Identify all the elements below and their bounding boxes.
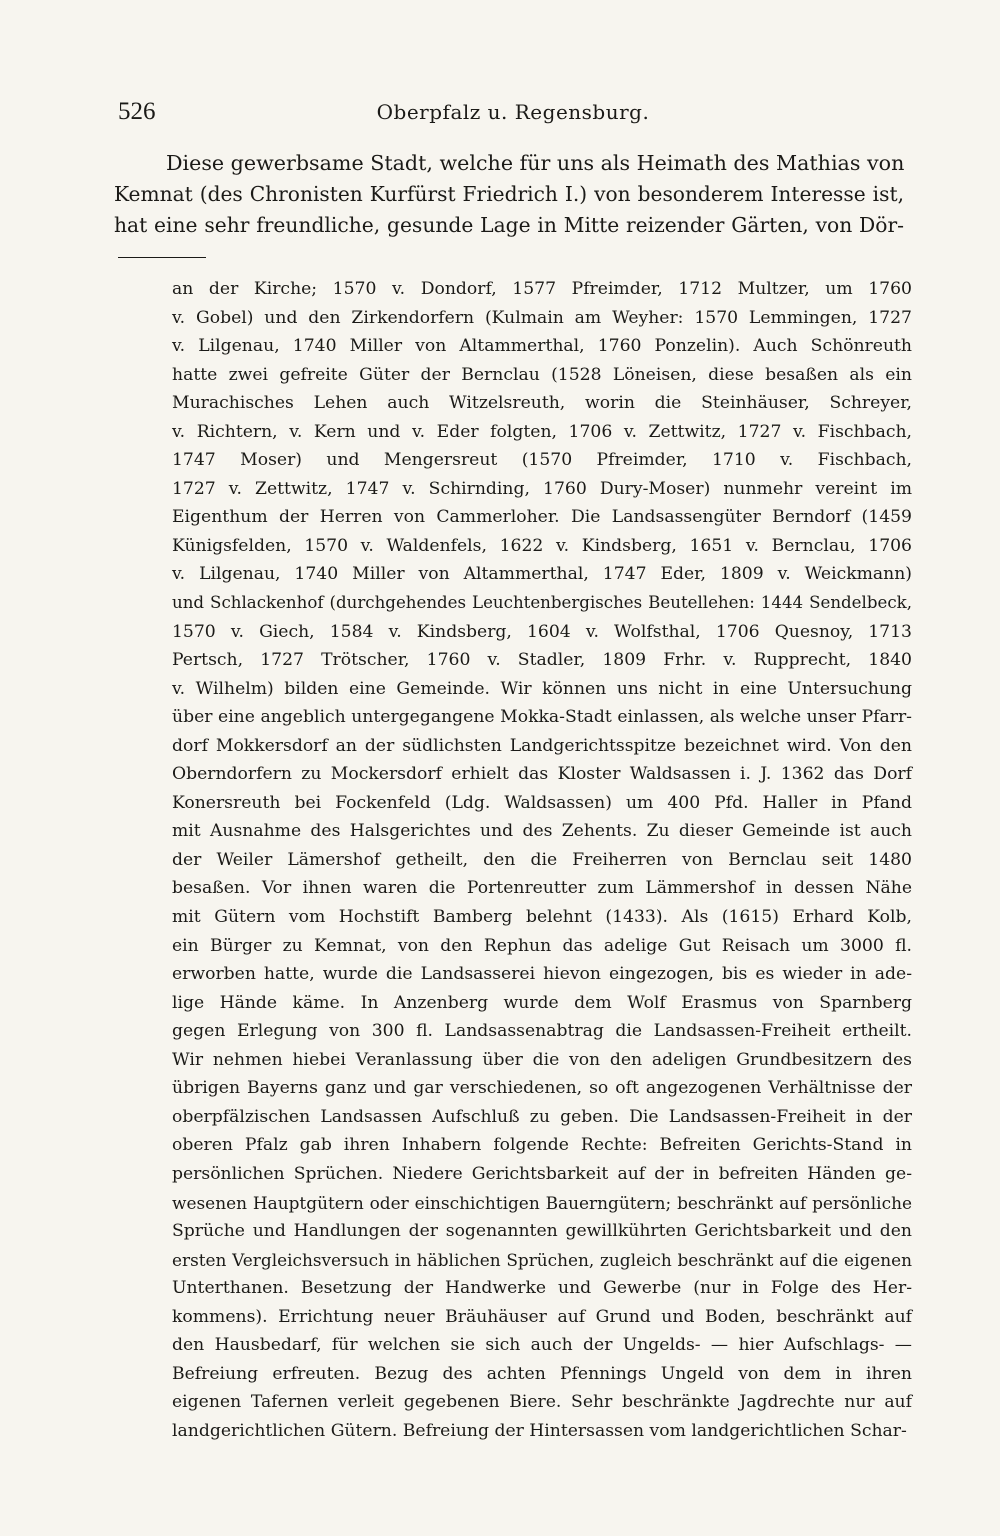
footnote-line: landgerichtlichen Gütern. Befreiung der Hintersassen vom landgerichtlichen Schar- bbox=[172, 1420, 907, 1441]
footnote-line: Oberndorfern zu Mockersdorf erhielt das Kloster Waldsassen i. J. 1362 das Dorf bbox=[172, 764, 912, 785]
footnote-line: 1727 v. Zettwitz, 1747 v. Schirnding, 1760 Dury-Moser) nunmehr vereint im bbox=[172, 478, 912, 499]
footnote-line: und Schlackenhof (durchgehendes Leuchtenbergisches Beutellehen: 1444 Sendelbeck, bbox=[172, 593, 912, 613]
footnote-line: ein Bürger zu Kemnat, von den Rephun das adelige Gut Reisach um 3000 fl. bbox=[172, 935, 912, 956]
footnote-line: v. Lilgenau, 1740 Miller von Altammerthal, 1760 Ponzelin). Auch Schönreuth bbox=[172, 336, 912, 357]
footnote-line: kommens). Errichtung neuer Bräuhäuser auf Grund und Boden, beschränkt auf bbox=[172, 1306, 912, 1327]
footnote-line: erworben hatte, wurde die Landsasserei hievon eingezogen, bis es wieder in ade- bbox=[172, 964, 912, 985]
main-text bbox=[114, 148, 904, 241]
main-text-line: Kemnat (des Chronisten Kurfürst Friedrich I.) von besonderem Interesse ist, bbox=[114, 182, 904, 206]
footnote-line: Konersreuth bei Fockenfeld (Ldg. Waldsassen) um 400 Pfd. Haller in Pfand bbox=[172, 792, 912, 813]
footnote-line: lige Hände käme. In Anzenberg wurde dem Wolf Erasmus von Sparnberg bbox=[172, 992, 912, 1013]
footnote-line: der Weiler Lämershof getheilt, den die Freiherren von Bernclau seit 1480 bbox=[172, 849, 912, 870]
footnote-line: v. Wilhelm) bilden eine Gemeinde. Wir können uns nicht in eine Untersuchung bbox=[172, 678, 912, 699]
footnote-line: Befreiung erfreuten. Bezug des achten Pfennings Ungeld von dem in ihren bbox=[172, 1363, 912, 1384]
footnote-line: Murachisches Lehen auch Witzelsreuth, worin die Steinhäuser, Schreyer, bbox=[172, 393, 912, 414]
footnote-line: Pertsch, 1727 Trötscher, 1760 v. Stadler, 1809 Frhr. v. Rupprecht, 1840 bbox=[172, 650, 912, 671]
main-text-line: Diese gewerbsame Stadt, welche für uns als Heimath des Mathias von bbox=[166, 151, 905, 175]
page-header bbox=[118, 98, 908, 138]
footnote-rule bbox=[118, 257, 206, 258]
footnote-line: v. Gobel) und den Zirkendorfern (Kulmain am Weyher: 1570 Lemmingen, 1727 bbox=[172, 307, 912, 328]
footnote-line: persönlichen Sprüchen. Niedere Gerichtsbarkeit auf der in befreiten Händen ge- bbox=[172, 1163, 912, 1184]
footnote-line: hatte zwei gefreite Güter der Bernclau (1528 Löneisen, diese besaßen als ein bbox=[172, 364, 912, 385]
footnote-line: oberpfälzischen Landsassen Aufschluß zu geben. Die Landsassen-Freiheit in der bbox=[172, 1106, 912, 1127]
footnote-line: 1570 v. Giech, 1584 v. Kindsberg, 1604 v. Wolfsthal, 1706 Quesnoy, 1713 bbox=[172, 621, 912, 642]
footnote-line: 1747 Moser) und Mengersreut (1570 Pfreimder, 1710 v. Fischbach, bbox=[172, 450, 912, 471]
footnote-line: dorf Mokkersdorf an der südlichsten Landgerichtsspitze bezeichnet wird. Von den bbox=[172, 735, 912, 756]
footnote-line: Wir nehmen hiebei Veranlassung über die von den adeligen Grundbesitzern des bbox=[172, 1049, 912, 1070]
footnote-line: gegen Erlegung von 300 fl. Landsassenabtrag die Landsassen-Freiheit ertheilt. bbox=[172, 1021, 912, 1042]
footnote-line: mit Ausnahme des Halsgerichtes und des Zehents. Zu dieser Gemeinde ist auch bbox=[172, 821, 912, 842]
footnote-line: an der Kirche; 1570 v. Dondorf, 1577 Pfreimder, 1712 Multzer, um 1760 bbox=[172, 279, 912, 299]
footnote-line: v. Richtern, v. Kern und v. Eder folgten, 1706 v. Zettwitz, 1727 v. Fischbach, bbox=[172, 421, 912, 442]
main-text-line: hat eine sehr freundliche, gesunde Lage in Mitte reizender Gärten, von Dör- bbox=[114, 213, 904, 237]
footnote-line: wesenen Hauptgütern oder einschichtigen Bauerngütern; beschränkt auf persönliche bbox=[172, 1192, 912, 1213]
footnote-line: den Hausbedarf, für welchen sie sich auch der Ungelds- — hier Aufschlags- — bbox=[172, 1335, 912, 1356]
footnote bbox=[172, 275, 912, 1445]
footnote-line: Sprüche und Handlungen der sogenannten gewillkührten Gerichtsbarkeit und den bbox=[172, 1221, 912, 1242]
footnote-line: mit Gütern vom Hochstift Bamberg belehnt (1433). Als (1615) Erhard Kolb, bbox=[172, 907, 912, 928]
footnote-line: v. Lilgenau, 1740 Miller von Altammerthal, 1747 Eder, 1809 v. Weickmann) bbox=[172, 564, 912, 585]
footnote-line: oberen Pfalz gab ihren Inhabern folgende Rechte: Befreiten Gerichts-Stand in bbox=[172, 1135, 912, 1156]
page-number: 526 bbox=[118, 98, 156, 125]
footnote-line: besaßen. Vor ihnen waren die Portenreutter zum Lämmershof in dessen Nähe bbox=[172, 878, 912, 899]
footnote-line: Eigenthum der Herren von Cammerloher. Die Landsassengüter Berndorf (1459 bbox=[172, 507, 912, 528]
footnote-line: über eine angeblich untergegangene Mokka-Stadt einlassen, als welche unser Pfarr- bbox=[172, 707, 912, 728]
footnote-line: ersten Vergleichsversuch in häblichen Sprüchen, zugleich beschränkt auf die eigenen bbox=[172, 1249, 912, 1270]
footnote-line: Künigsfelden, 1570 v. Waldenfels, 1622 v. Kindsberg, 1651 v. Bernclau, 1706 bbox=[172, 535, 912, 556]
footnote-line: eigenen Tafernen verleit gegebenen Biere. Sehr beschränkte Jagdrechte nur auf bbox=[172, 1392, 912, 1413]
footnote-line: Unterthanen. Besetzung der Handwerke und Gewerbe (nur in Folge des Her- bbox=[172, 1278, 912, 1299]
running-title: Oberpfalz u. Regensburg. bbox=[376, 100, 650, 124]
footnote-line: übrigen Bayerns ganz und gar verschiedenen, so oft angezogenen Verhältnisse der bbox=[172, 1078, 912, 1099]
